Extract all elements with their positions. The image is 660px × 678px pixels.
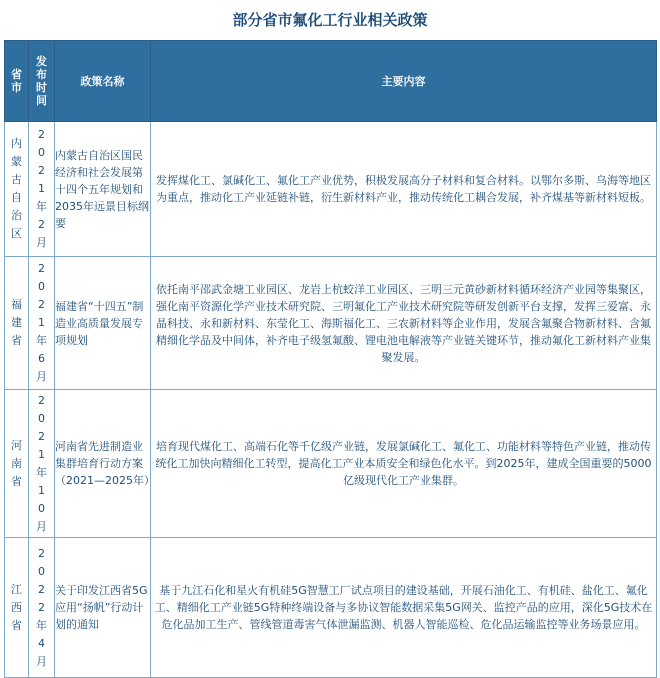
content-cell: 基于九江石化和星火有机硅5G智慧工厂试点项目的建设基础，开展石油化工、有机硅、盐化工、氟化工、精细化工产业链5G特种终端设备与多协议智能数据采集5G网关、监控产品的应用，深化5G技术在危化品加工生产、管线管道毒害气体泄漏监测、机器人智能巡检、危化品运输监控等业务场景应用。 [151, 538, 657, 678]
date-cell: 2021年6月 [29, 257, 55, 390]
date-cell: 2022年4月 [29, 538, 55, 678]
table-row [5, 538, 657, 678]
table-row [5, 390, 657, 538]
region-cell: 内蒙古自治区 [5, 122, 29, 257]
policy-name-cell: 福建省“十四五”制造业高质量发展专项规划 [55, 257, 151, 390]
region-cell: 江西省 [5, 538, 29, 678]
policy-name-cell: 关于印发江西省5G应用“扬帆”行动计划的通知 [55, 538, 151, 678]
header-date: 发布时间 [29, 41, 55, 122]
header-content: 主要内容 [151, 41, 657, 122]
date-cell: 2021年2月 [29, 122, 55, 257]
policy-table [4, 40, 657, 678]
header-name: 政策名称 [55, 41, 151, 122]
content-cell: 培育现代煤化工、高端石化等千亿级产业链，发展氯碱化工、氟化工、功能材料等特色产业链，推动传统化工加快向精细化工转型，提高化工产业本质安全和绿色化水平。到2025年，建成全国重要的5000亿级现代化工产业集群。 [151, 390, 657, 538]
table-header-row [5, 41, 657, 122]
region-cell: 河南省 [5, 390, 29, 538]
date-cell: 2021年10月 [29, 390, 55, 538]
header-region: 省市 [5, 41, 29, 122]
content-cell: 依托南平邵武金塘工业园区、龙岩上杭蛟洋工业园区、三明三元黄砂新材料循环经济产业园等集聚区，强化南平资源化学产业技术研究院、三明氟化工产业技术研究院等研发创新平台支撑，发挥三爱富、永晶科技、永和新材料、东莹化工、海斯福化工、三农新材料等企业作用，发展含氟聚合物新材料、含氟精细化学品及中间体，补齐电子级氢氟酸、锂电池电解液等产业链关键环节，推动氟化工新材料产业集聚发展。 [151, 257, 657, 390]
policy-name-cell: 河南省先进制造业集群培育行动方案（2021—2025年） [55, 390, 151, 538]
content-cell: 发挥煤化工、氯碱化工、氟化工产业优势，积极发展高分子材料和复合材料。以鄂尔多斯、乌海等地区为重点，推动化工产业延链补链，衍生新材料产业，推动传统化工耦合发展，补齐煤基等新材料短板。 [151, 122, 657, 257]
table-row [5, 257, 657, 390]
page-title: 部分省市氟化工行业相关政策 [232, 10, 428, 29]
region-cell: 福建省 [5, 257, 29, 390]
policy-name-cell: 内蒙古自治区国民经济和社会发展第十四个五年规划和2035年远景目标纲要 [55, 122, 151, 257]
table-row [5, 122, 657, 257]
